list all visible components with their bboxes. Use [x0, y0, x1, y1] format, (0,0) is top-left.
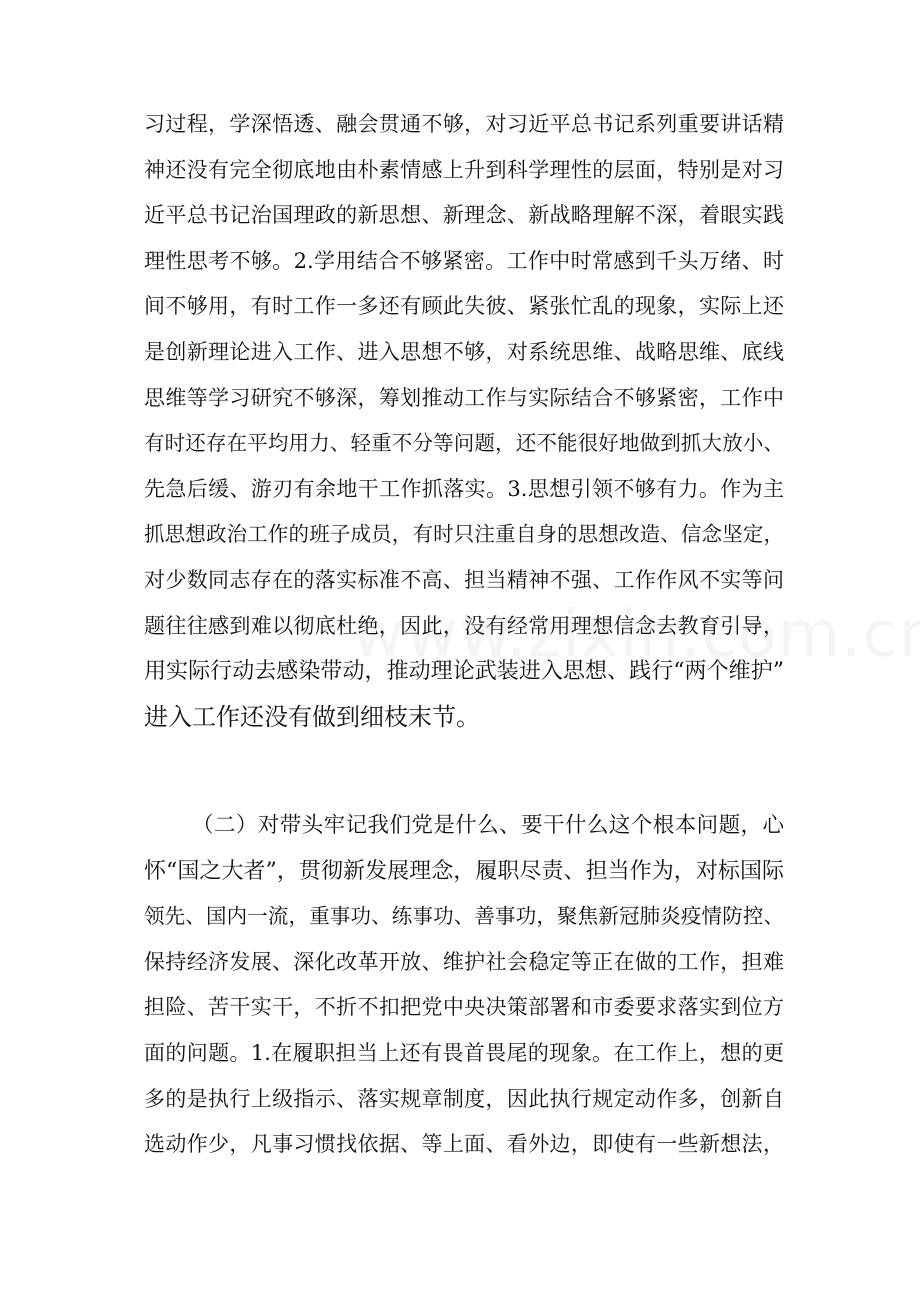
paragraph-line: 思维等学习研究不够深，筹划推动工作与实际结合不够紧密，工作中: [144, 385, 784, 410]
paragraph-line: 怀“国之大者”，贯彻新发展理念，履职尽责、担当作为，对标国际: [144, 858, 784, 884]
paragraph-line: 进入工作还没有做到细枝末节。: [144, 702, 480, 731]
paragraph-line: 题往往感到难以彻底杜绝，因此，没有经常用理想信念去教育引导，: [144, 613, 784, 638]
paragraph-2: [144, 803, 784, 1168]
paragraph-line: 间不够用，有时工作一多还有顾此失彼、紧张忙乱的现象，实际上还: [144, 294, 784, 319]
paragraph-line: 面的问题。1.在履职担当上还有畏首畏尾的现象。在工作上，想的更: [144, 1040, 784, 1065]
paragraph-line: （二）对带头牢记我们党是什么、要干什么这个根本问题，心: [192, 813, 784, 838]
paragraph-line: 神还没有完全彻底地由朴素情感上升到科学理性的层面，特别是对习: [144, 157, 784, 182]
paragraph-line: 抓思想政治工作的班子成员，有时只注重自身的思想改造、信念坚定，: [144, 522, 784, 547]
paragraph-line: 选动作少，凡事习惯找依据、等上面、看外边，即使有一些新想法，: [144, 1132, 784, 1157]
paragraph-line: 理性思考不够。2.学用结合不够紧密。工作中时常感到千头万绪、时: [144, 248, 784, 273]
paragraph-line: 是创新理论进入工作、进入思想不够，对系统思维、战略思维、底线: [144, 339, 784, 364]
paragraph-line: 对少数同志存在的落实标准不高、担当精神不强、工作作风不实等问: [144, 567, 784, 592]
paragraph-line: 先急后缓、游刃有余地干工作抓落实。3.思想引领不够有力。作为主: [144, 476, 784, 501]
paragraph-1: [144, 102, 784, 740]
paragraph-line: 担险、苦干实干，不折不扣把党中央决策部署和市委要求落实到位方: [144, 995, 784, 1020]
paragraph-line: 保持经济发展、深化改革开放、维护社会稳定等正在做的工作，担难: [144, 949, 784, 974]
paragraph-line: 习过程，学深悟透、融会贯通不够，对习近平总书记系列重要讲话精: [144, 112, 784, 136]
paragraph-line: 多的是执行上级指示、落实规章制度，因此执行规定动作多，创新自: [144, 1086, 784, 1111]
paragraph-line: 用实际行动去感染带动，推动理论武装进入思想、践行“两个维护”: [144, 659, 784, 685]
paragraph-line: 近平总书记治国理政的新思想、新理念、新战略理解不深，着眼实践: [144, 203, 784, 228]
paragraph-line: 领先、国内一流，重事功、练事功、善事功，聚焦新冠肺炎疫情防控、: [144, 904, 784, 929]
paragraph-line: 有时还存在平均用力、轻重不分等问题，还不能很好地做到抓大放小、: [144, 431, 784, 456]
